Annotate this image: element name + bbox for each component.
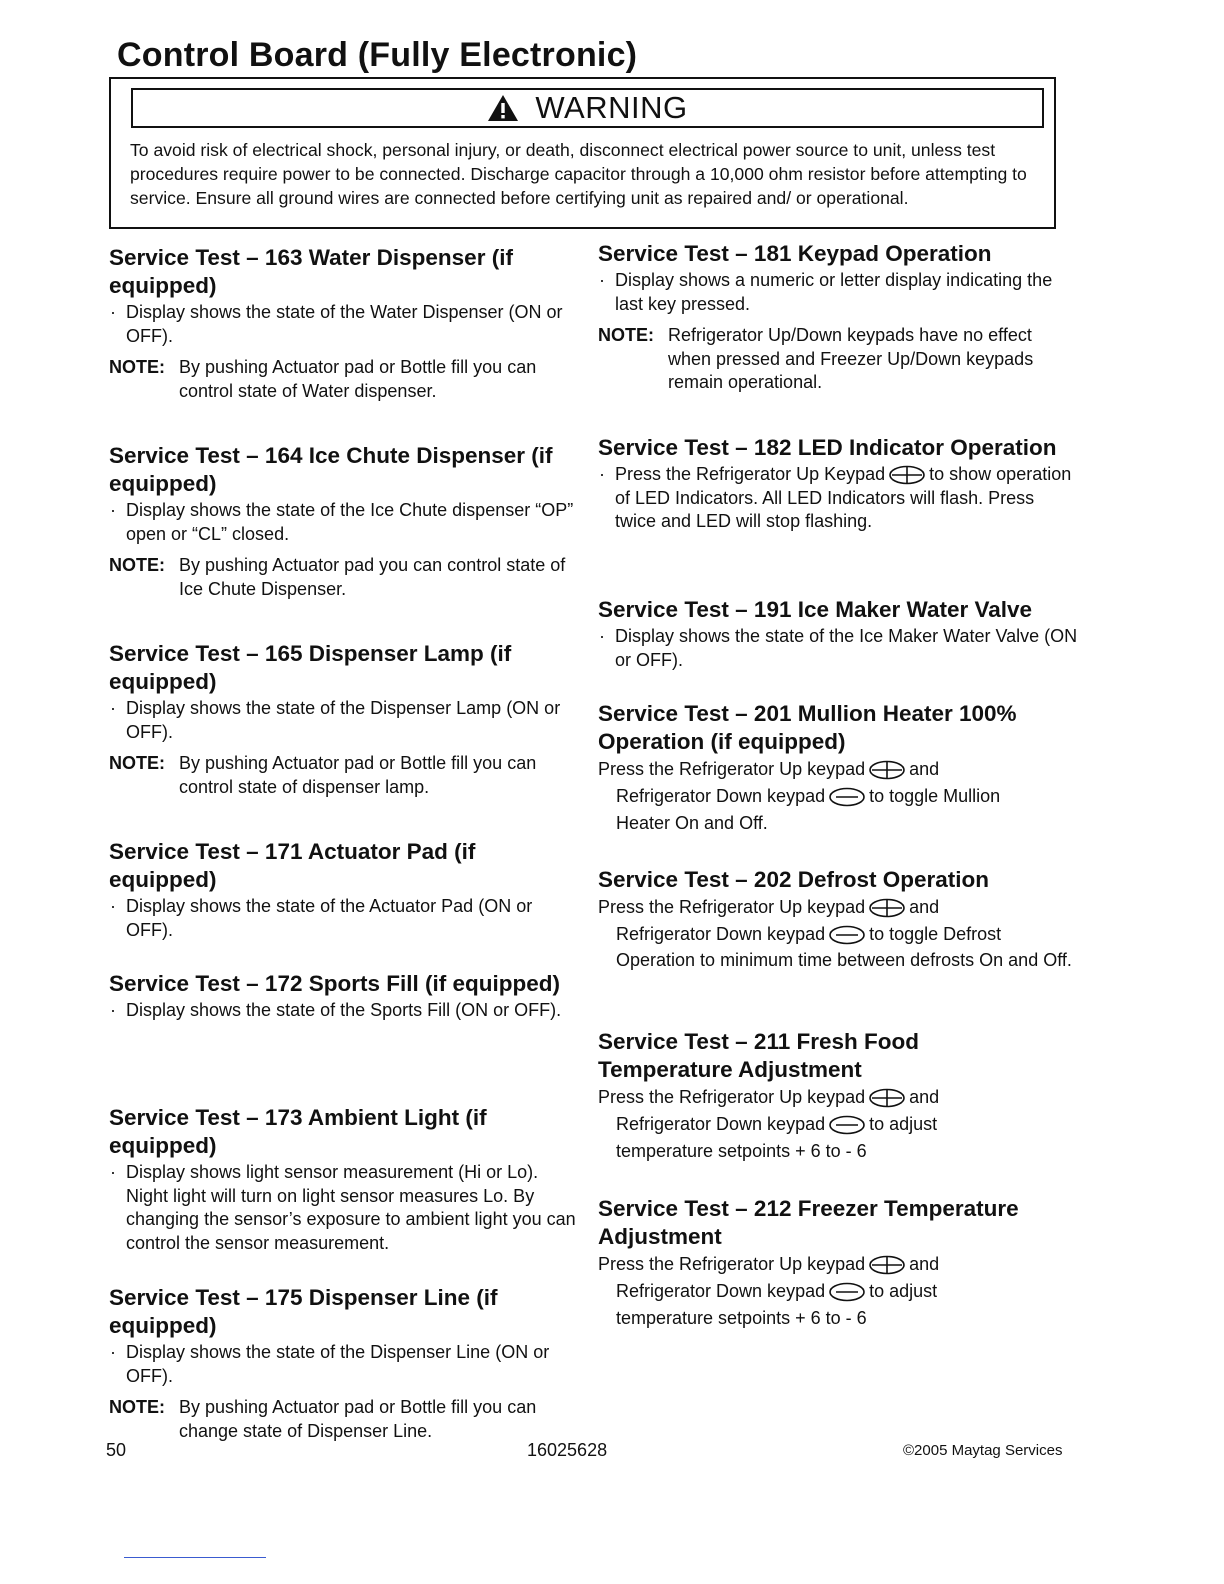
plus-key-icon: [868, 1255, 906, 1275]
minus-key-icon: [828, 1282, 866, 1302]
section-title: Service Test – 175 Dispenser Line (if equipped): [109, 1285, 498, 1338]
section-title: Service Test – 164 Ice Chute Dispenser (if equipped): [109, 443, 553, 496]
note: NOTE: By pushing Actuator pad or Bottle fill you can change state of Dispenser Line.: [109, 1397, 537, 1441]
section-title: Service Test – 172 Sports Fill (if equipped): [109, 971, 560, 996]
bullet-item: · Display shows the state of the Ice Chute dispenser “OP” open or “CL” closed.: [110, 500, 574, 544]
doc-number: 16025628: [527, 1440, 608, 1460]
bullet-item: · Display shows the state of the Dispenser Line (ON or OFF).: [110, 1342, 550, 1386]
section-title: Service Test – 212 Freezer Temperature Adjustment: [598, 1196, 1019, 1249]
section-171: [109, 838, 579, 942]
bullet-item: · Display shows a numeric or letter display indicating the last key pressed.: [599, 270, 1053, 314]
section-212: Service Test – 212 Freezer Temperature Adjustment Press the Refrigerator Up keypad and Refrigerator Down keypad to adjust temperature setpoints + 6 to - 6: [598, 1195, 1078, 1332]
section-title: Service Test – 171 Actuator Pad (if equipped): [109, 839, 476, 892]
section-title: Service Test – 173 Ambient Light (if equipped): [109, 1105, 487, 1158]
section-163: [109, 244, 579, 403]
minus-key-icon: [828, 1115, 866, 1135]
bullet-item: · Display shows light sensor measurement (Hi or Lo). Night light will turn on light sensor measures Lo. By changing the sensor’s exposure to ambient light you can control the sensor measurement.: [110, 1162, 576, 1253]
warning-text: To avoid risk of electrical shock, personal injury, or death, disconnect electrical power source to unit, unless test procedures require power to be connected. Discharge capacitor through a 10,000 ohm resistor before attempting to service. Ensure all ground wires are connected before certifying unit as repaired and/ or operational.: [130, 140, 1027, 208]
section-165: [109, 640, 579, 799]
bullet-item: · Display shows the state of the Dispenser Lamp (ON or OFF).: [110, 698, 561, 742]
bullet-item: · Display shows the state of the Actuator Pad (ON or OFF).: [110, 896, 533, 940]
minus-key-icon: [828, 787, 866, 807]
scan-artifact-line: [124, 1557, 266, 1558]
section-title: Service Test – 182 LED Indicator Operation: [598, 435, 1057, 460]
section-title: Service Test – 211 Fresh Food Temperature Adjustment: [598, 1029, 919, 1082]
minus-key-icon: [828, 925, 866, 945]
note: NOTE: Refrigerator Up/Down keypads have no effect when pressed and Freezer Up/Down keypads remain operational.: [598, 325, 1034, 392]
section-title: Service Test – 163 Water Dispenser (if equipped): [109, 245, 513, 298]
section-191: [598, 596, 1078, 672]
bullet-item: · Display shows the state of the Ice Maker Water Valve (ON or OFF).: [599, 626, 1078, 670]
section-202: Service Test – 202 Defrost Operation Press the Refrigerator Up keypad and Refrigerator Down keypad to toggle Defrost Operation to minimum time between defrosts On and Off.: [598, 866, 1078, 972]
section-title: Service Test – 202 Defrost Operation: [598, 867, 989, 892]
note: NOTE: By pushing Actuator pad or Bottle fill you can control state of dispenser lamp.: [109, 753, 537, 797]
warning-header: [131, 88, 1044, 128]
section-182: [598, 434, 1078, 534]
plus-key-icon: [868, 1088, 906, 1108]
page-number: 50: [106, 1440, 127, 1460]
bullet-item: · Display shows the state of the Water Dispenser (ON or OFF).: [110, 302, 563, 346]
section-181: [598, 240, 1078, 395]
page-title: Control Board (Fully Electronic): [117, 36, 638, 74]
section-title: Service Test – 201 Mullion Heater 100% Operation (if equipped): [598, 701, 1017, 754]
section-title: Service Test – 165 Dispenser Lamp (if equipped): [109, 641, 512, 694]
warning-triangle-icon: [487, 94, 519, 122]
section-175: [109, 1284, 579, 1443]
copyright: ©2005 Maytag Services: [903, 1442, 1063, 1459]
note: NOTE: By pushing Actuator pad or Bottle fill you can control state of Water dispenser.: [109, 357, 537, 401]
section-title: Service Test – 191 Ice Maker Water Valve: [598, 597, 1033, 622]
section-title: Service Test – 181 Keypad Operation: [598, 241, 992, 266]
section-211: Service Test – 211 Fresh Food Temperature Adjustment Press the Refrigerator Up keypad and Refrigerator Down keypad to adjust temperature setpoints + 6 to - 6: [598, 1028, 1078, 1165]
section-172: [109, 970, 579, 1023]
warning-box: [109, 77, 1056, 229]
bullet-item: · Press the Refrigerator Up Keypad to show operation of LED Indicators. All LED Indicators will flash. Press twice and LED will stop flashing.: [599, 464, 1072, 531]
bullet-item: · Display shows the state of the Sports Fill (ON or OFF).: [110, 1000, 562, 1020]
section-164: [109, 442, 579, 601]
plus-key-icon: [868, 898, 906, 918]
section-173: [109, 1104, 579, 1255]
warning-label: WARNING: [535, 90, 688, 125]
section-201: Service Test – 201 Mullion Heater 100% Operation (if equipped) Press the Refrigerator Up keypad and Refrigerator Down keypad to toggle Mullion Heater On and Off.: [598, 700, 1078, 837]
plus-key-icon: [868, 760, 906, 780]
note: NOTE: By pushing Actuator pad you can control state of Ice Chute Dispenser.: [109, 555, 566, 599]
plus-key-icon: [888, 465, 926, 485]
